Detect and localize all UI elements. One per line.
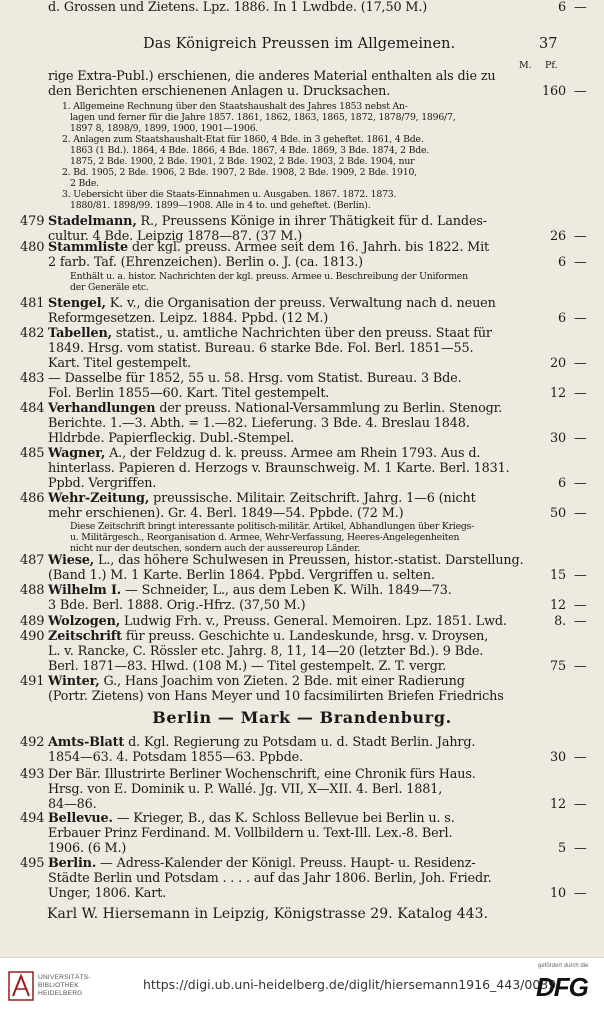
entry-description: 2 farb. Taf. (Ehrenzeichen). Berlin o. J. (ca. 1813.) xyxy=(48,255,363,270)
entry-description: Diese Zeitschrift bringt interessante politisch-militär. Artikel, Abhandlungen über Kriegs- xyxy=(70,521,475,532)
entry-text xyxy=(48,674,465,689)
price-marks: 160 xyxy=(542,84,566,99)
entry-text xyxy=(48,0,427,15)
entry-number: 482 xyxy=(20,326,45,341)
price-pfennig: — xyxy=(574,598,587,613)
entry-description: cultur. 4 Bde. Leipzig 1878—87. (37 M.) xyxy=(48,229,303,244)
entry-description: 1849. Hrsg. vom statist. Bureau. 6 starke Bde. Fol. Berl. 1851—55. xyxy=(48,341,474,356)
entry-text xyxy=(48,431,294,446)
entry-text xyxy=(70,271,468,282)
entry-text xyxy=(48,797,97,812)
entry-number: 491 xyxy=(20,674,45,689)
entry-text xyxy=(48,750,303,765)
entry-description: 3. Uebersicht über die Staats-Einnahmen u. Ausgaben. 1867. 1872. 1873. xyxy=(62,189,397,200)
entry-text xyxy=(48,598,305,613)
entry-description: Hrsg. von E. Dominik u. P. Wallé. Jg. VII, X—XII. 4. Berl. 1881, xyxy=(48,782,443,797)
entry-text xyxy=(48,356,191,371)
entry-text xyxy=(48,240,489,255)
entry-description: K. v., die Organisation der preuss. Verwaltung nach d. neuen xyxy=(105,296,496,311)
price-pfennig: — xyxy=(574,659,587,674)
entry-description: statist., u. amtliche Nachrichten über den preuss. Staat für xyxy=(111,326,492,341)
column-head-pfennig: Pf. xyxy=(545,60,558,71)
entry-description: 1. Allgemeine Rechnung über den Staatshaushalt des Jahres 1853 nebst An- xyxy=(62,101,408,112)
price-pfennig: — xyxy=(574,614,587,629)
entry-number: 495 xyxy=(20,856,45,871)
entry-number: 485 xyxy=(20,446,45,461)
entry-number: 479 xyxy=(20,214,45,229)
library-name-line: UNIVERSITÄTS- xyxy=(38,974,91,981)
page-header xyxy=(0,36,604,54)
page-number: 37 xyxy=(539,36,558,52)
entry-text xyxy=(48,689,504,704)
entry-keyword: Stadelmann, xyxy=(48,214,137,229)
entry-text xyxy=(48,871,492,886)
entry-description: 3 Bde. Berl. 1888. Orig.-Hfrz. (37,50 M.) xyxy=(48,598,306,613)
entry-description: mehr erschienen). Gr. 4. Berl. 1849—54. Ppbde. (72 M.) xyxy=(48,506,404,521)
entry-text xyxy=(48,401,502,416)
column-head-marks: M. xyxy=(519,60,532,71)
entry-text xyxy=(48,371,462,386)
library-name-line: HEIDELBERG xyxy=(38,989,83,997)
entry-description: d. Kgl. Regierung zu Potsdam u. d. Stadt Berlin. Jahrg. xyxy=(124,735,476,750)
entry-description: d. Grossen und Zietens. Lpz. 1886. In 1 Lwdbde. (17,50 M.) xyxy=(48,0,428,15)
entry-number: 494 xyxy=(20,811,45,826)
entry-text xyxy=(48,296,496,311)
entry-description: Berl. 1871—83. Hlwd. (108 M.) — Titel gestempelt. Z. T. vergr. xyxy=(48,659,447,674)
entry-text xyxy=(48,644,483,659)
entry-number: 486 xyxy=(20,491,45,506)
entry-description: der Generäle etc. xyxy=(70,282,149,293)
entry-number: 487 xyxy=(20,553,45,568)
entry-text xyxy=(70,145,429,156)
entry-text xyxy=(48,416,470,431)
entry-text xyxy=(62,167,417,178)
entry-description: 1875, 2 Bde. 1900, 2 Bde. 1901, 2 Bde. 1902, 2 Bde. 1903, 2 Bde. 1904, nur xyxy=(70,156,415,167)
entry-description: Erbauer Prinz Ferdinand. M. Vollbildern u. Text-Ill. Lex.-8. Berl. xyxy=(48,826,453,841)
permalink-url[interactable]: https://digi.ub.uni-heidelberg.de/diglit/hiersemann1916_443/0039 xyxy=(143,977,557,992)
entry-description: L., das höhere Schulwesen in Preussen, histor.-statist. Darstellung. xyxy=(94,553,524,568)
entry-description: G., Hans Joachim von Zieten. 2 Bde. mit einer Radierung xyxy=(99,674,465,689)
entry-text xyxy=(48,386,329,401)
price-marks: 6 xyxy=(558,0,566,15)
entry-text xyxy=(70,123,258,134)
entry-description: 1863 (1 Bd.). 1864, 4 Bde. 1866, 4 Bde. 1867, 4 Bde. 1869, 3 Bde. 1874, 2 Bde. xyxy=(70,145,430,156)
entry-number: 481 xyxy=(20,296,45,311)
entry-keyword: Stammliste xyxy=(48,240,129,255)
entry-text xyxy=(48,886,166,901)
entry-description: Kart. Titel gestempelt. xyxy=(48,356,191,371)
price-marks: 10 xyxy=(550,886,566,901)
price-marks: 26 xyxy=(550,229,566,244)
price-pfennig: — xyxy=(574,476,587,491)
entry-text xyxy=(48,553,523,568)
entry-description: u. Militärgesch., Reorganisation d. Armee, Wehr-Verfassung, Heeres-Angelegenheiten xyxy=(70,532,460,543)
entry-keyword: Wilhelm I. xyxy=(48,583,122,598)
entry-text xyxy=(48,341,473,356)
entry-description: Ppbd. Vergriffen. xyxy=(48,476,157,491)
entry-text xyxy=(70,178,99,189)
entry-text xyxy=(48,735,475,750)
publisher-footer: Karl W. Hiersemann in Leipzig, Königstrasse 29. Katalog 443. xyxy=(47,906,489,922)
entry-description: für preuss. Geschichte u. Landeskunde, hrsg. v. Droysen, xyxy=(121,629,489,644)
price-pfennig: — xyxy=(574,841,587,856)
running-title: Das Königreich Preussen im Allgemeinen. xyxy=(143,36,456,52)
price-pfennig: — xyxy=(574,229,587,244)
price-marks: 30 xyxy=(550,750,566,765)
entry-text xyxy=(48,311,328,326)
library-name xyxy=(38,974,91,997)
entry-text xyxy=(48,614,507,629)
entry-keyword: Berlin. xyxy=(48,856,97,871)
entry-text xyxy=(48,84,390,99)
entry-keyword: Wehr-Zeitung, xyxy=(48,491,150,506)
entry-text xyxy=(70,282,149,293)
price-pfennig: — xyxy=(574,255,587,270)
price-marks: 50 xyxy=(550,506,566,521)
entry-description: 2 Bde. xyxy=(70,178,99,189)
entry-description: — Adress-Kalender der Königl. Preuss. Haupt- u. Residenz- xyxy=(96,856,476,871)
price-pfennig: — xyxy=(574,356,587,371)
entry-description: Fol. Berlin 1855—60. Kart. Titel gestempelt. xyxy=(48,386,330,401)
entry-number: 489 xyxy=(20,614,45,629)
price-marks: 12 xyxy=(550,598,566,613)
price-marks: 8. xyxy=(554,614,566,629)
price-marks: 75 xyxy=(550,659,566,674)
price-pfennig: — xyxy=(574,750,587,765)
price-pfennig: — xyxy=(574,797,587,812)
entry-text xyxy=(48,659,446,674)
entry-description: — Dasselbe für 1852, 55 u. 58. Hrsg. vom Statist. Bureau. 3 Bde. xyxy=(48,371,462,386)
entry-description: Hldrbde. Papierfleckig. Dubl.-Stempel. xyxy=(48,431,295,446)
entry-description: 1897 8, 1898/9, 1899, 1900, 1901—1906. xyxy=(70,123,259,134)
entry-text xyxy=(70,200,370,211)
library-name-line: BIBLIOTHEK xyxy=(38,981,79,989)
entry-description: R., Preussens Könige in ihrer Thätigkeit für d. Landes- xyxy=(136,214,487,229)
price-marks: 6 xyxy=(558,311,566,326)
price-pfennig: — xyxy=(574,0,587,15)
entry-description: den Berichten erschienenen Anlagen u. Drucksachen. xyxy=(48,84,391,99)
entry-text xyxy=(62,134,424,145)
entry-keyword: Verhandlungen xyxy=(48,401,156,416)
price-marks: 5 xyxy=(558,841,566,856)
entry-description: Enthält u. a. histor. Nachrichten der kgl. preuss. Armee u. Beschreibung der Uniformen xyxy=(70,271,468,282)
entry-description: Berichte. 1.—3. Abth. = 1.—82. Lieferung. 3 Bde. 4. Breslau 1848. xyxy=(48,416,470,431)
entry-description: 84—86. xyxy=(48,797,97,812)
section-title: Berlin — Mark — Brandenburg. xyxy=(152,708,452,727)
entry-description: A., der Feldzug d. k. preuss. Armee am Rhein 1793. Aus d. xyxy=(105,446,481,461)
entry-text xyxy=(48,568,435,583)
entry-number: 480 xyxy=(20,240,45,255)
entry-text xyxy=(62,101,408,112)
entry-keyword: Stengel, xyxy=(48,296,106,311)
entry-description: 1906. (6 M.) xyxy=(48,841,127,856)
entry-description: 2. Bd. 1905, 2 Bde. 1906, 2 Bde. 1907, 2 Bde. 1908, 2 Bde. 1909, 2 Bde. 1910, xyxy=(62,167,417,178)
entry-keyword: Wiese, xyxy=(48,553,95,568)
price-marks: 12 xyxy=(550,797,566,812)
entry-text xyxy=(48,461,510,476)
entry-description: der preuss. National-Versammlung zu Berlin. Stenogr. xyxy=(155,401,503,416)
viewer-footer-bar xyxy=(0,957,604,1014)
entry-description: Unger, 1806. Kart. xyxy=(48,886,167,901)
entry-text xyxy=(70,156,414,167)
price-marks: 6 xyxy=(558,476,566,491)
entry-text xyxy=(48,214,487,229)
dfg-logo: DFG xyxy=(536,972,588,1002)
entry-description: Ludwig Frh. v., Preuss. General. Memoiren. Lpz. 1851. Lwd. xyxy=(120,614,507,629)
entry-text xyxy=(70,521,474,532)
price-pfennig: — xyxy=(574,886,587,901)
entry-text xyxy=(70,112,455,123)
entry-description: lagen und ferner für die Jahre 1857. 1861, 1862, 1863, 1865, 1872, 1878/79, 1896/7, xyxy=(70,112,456,123)
entry-keyword: Wagner, xyxy=(48,446,106,461)
entry-text xyxy=(48,491,476,506)
entry-description: 1854—63. 4. Potsdam 1855—63. Ppbde. xyxy=(48,750,303,765)
price-pfennig: — xyxy=(574,568,587,583)
entry-text xyxy=(48,767,476,782)
entry-description: Reformgesetzen. Leipz. 1884. Ppbd. (12 M.) xyxy=(48,311,329,326)
price-marks: 12 xyxy=(550,386,566,401)
price-pfennig: — xyxy=(574,84,587,99)
entry-description: hinterlass. Papieren d. Herzogs v. Braunschweig. M. 1 Karte. Berl. 1831. xyxy=(48,461,510,476)
entry-description: — Schneider, L., aus dem Leben K. Wilh. 1849—73. xyxy=(121,583,452,598)
entry-number: 488 xyxy=(20,583,45,598)
price-pfennig: — xyxy=(574,431,587,446)
entry-text xyxy=(70,532,459,543)
entry-number: 493 xyxy=(20,767,45,782)
funding-note: gefördert durch die xyxy=(538,963,589,969)
entry-text xyxy=(48,583,452,598)
entry-number: 483 xyxy=(20,371,45,386)
entry-text xyxy=(48,629,488,644)
price-marks: 15 xyxy=(550,568,566,583)
entry-keyword: Winter, xyxy=(48,674,100,689)
entry-description: nicht nur der deutschen, sondern auch der aussereurop Länder. xyxy=(70,543,361,554)
price-pfennig: — xyxy=(574,386,587,401)
entry-text xyxy=(48,326,492,341)
entry-text xyxy=(48,506,403,521)
entry-text xyxy=(48,826,452,841)
entry-description: der kgl. preuss. Armee seit dem 16. Jahrh. bis 1822. Mit xyxy=(128,240,490,255)
entry-description: preussische. Militair. Zeitschrift. Jahrg. 1—6 (nicht xyxy=(149,491,476,506)
entry-number: 490 xyxy=(20,629,45,644)
entry-text xyxy=(48,856,476,871)
entry-keyword: Zeitschrift xyxy=(48,629,122,644)
entry-text xyxy=(48,841,126,856)
entry-keyword: Bellevue. xyxy=(48,811,113,826)
price-marks: 6 xyxy=(558,255,566,270)
entry-description: rige Extra-Publ.) erschienen, die anderes Material enthalten als die zu xyxy=(48,69,496,84)
entry-number: 484 xyxy=(20,401,45,416)
university-library-logo-icon xyxy=(8,970,34,1002)
entry-text xyxy=(48,782,442,797)
price-pfennig: — xyxy=(574,506,587,521)
entry-description: 2. Anlagen zum Staatshaushalt-Etat für 1860, 4 Bde. in 3 geheftet. 1861, 4 Bde. xyxy=(62,134,424,145)
entry-text xyxy=(48,69,496,84)
entry-description: — Krieger, B., das K. Schloss Bellevue bei Berlin u. s. xyxy=(112,811,455,826)
entry-description: (Portr. Zietens) von Hans Meyer und 10 facsimilirten Briefen Friedrichs xyxy=(48,689,504,704)
entry-description: Der Bär. Illustrirte Berliner Wochenschrift, eine Chronik fürs Haus. xyxy=(48,767,476,782)
entry-text xyxy=(48,446,480,461)
price-marks: 30 xyxy=(550,431,566,446)
entry-text xyxy=(62,189,396,200)
entry-keyword: Amts-Blatt xyxy=(48,735,125,750)
entry-text xyxy=(48,255,363,270)
entry-description: L. v. Rancke, C. Rössler etc. Jahrg. 8, 11, 14—20 (letzter Bd.). 9 Bde. xyxy=(48,644,484,659)
entry-text xyxy=(48,811,455,826)
entry-description: 1880/81. 1898/99. 1899—1908. Alle in 4 to. und geheftet. (Berlin). xyxy=(70,200,371,211)
entry-text xyxy=(48,476,156,491)
price-marks: 20 xyxy=(550,356,566,371)
entry-description: Städte Berlin und Potsdam . . . . auf das Jahr 1806. Berlin, Joh. Friedr. xyxy=(48,871,492,886)
entry-keyword: Tabellen, xyxy=(48,326,112,341)
entry-keyword: Wolzogen, xyxy=(48,614,121,629)
entry-description: (Band 1.) M. 1 Karte. Berlin 1864. Ppbd. Vergriffen u. selten. xyxy=(48,568,435,583)
price-pfennig: — xyxy=(574,311,587,326)
entry-number: 492 xyxy=(20,735,45,750)
